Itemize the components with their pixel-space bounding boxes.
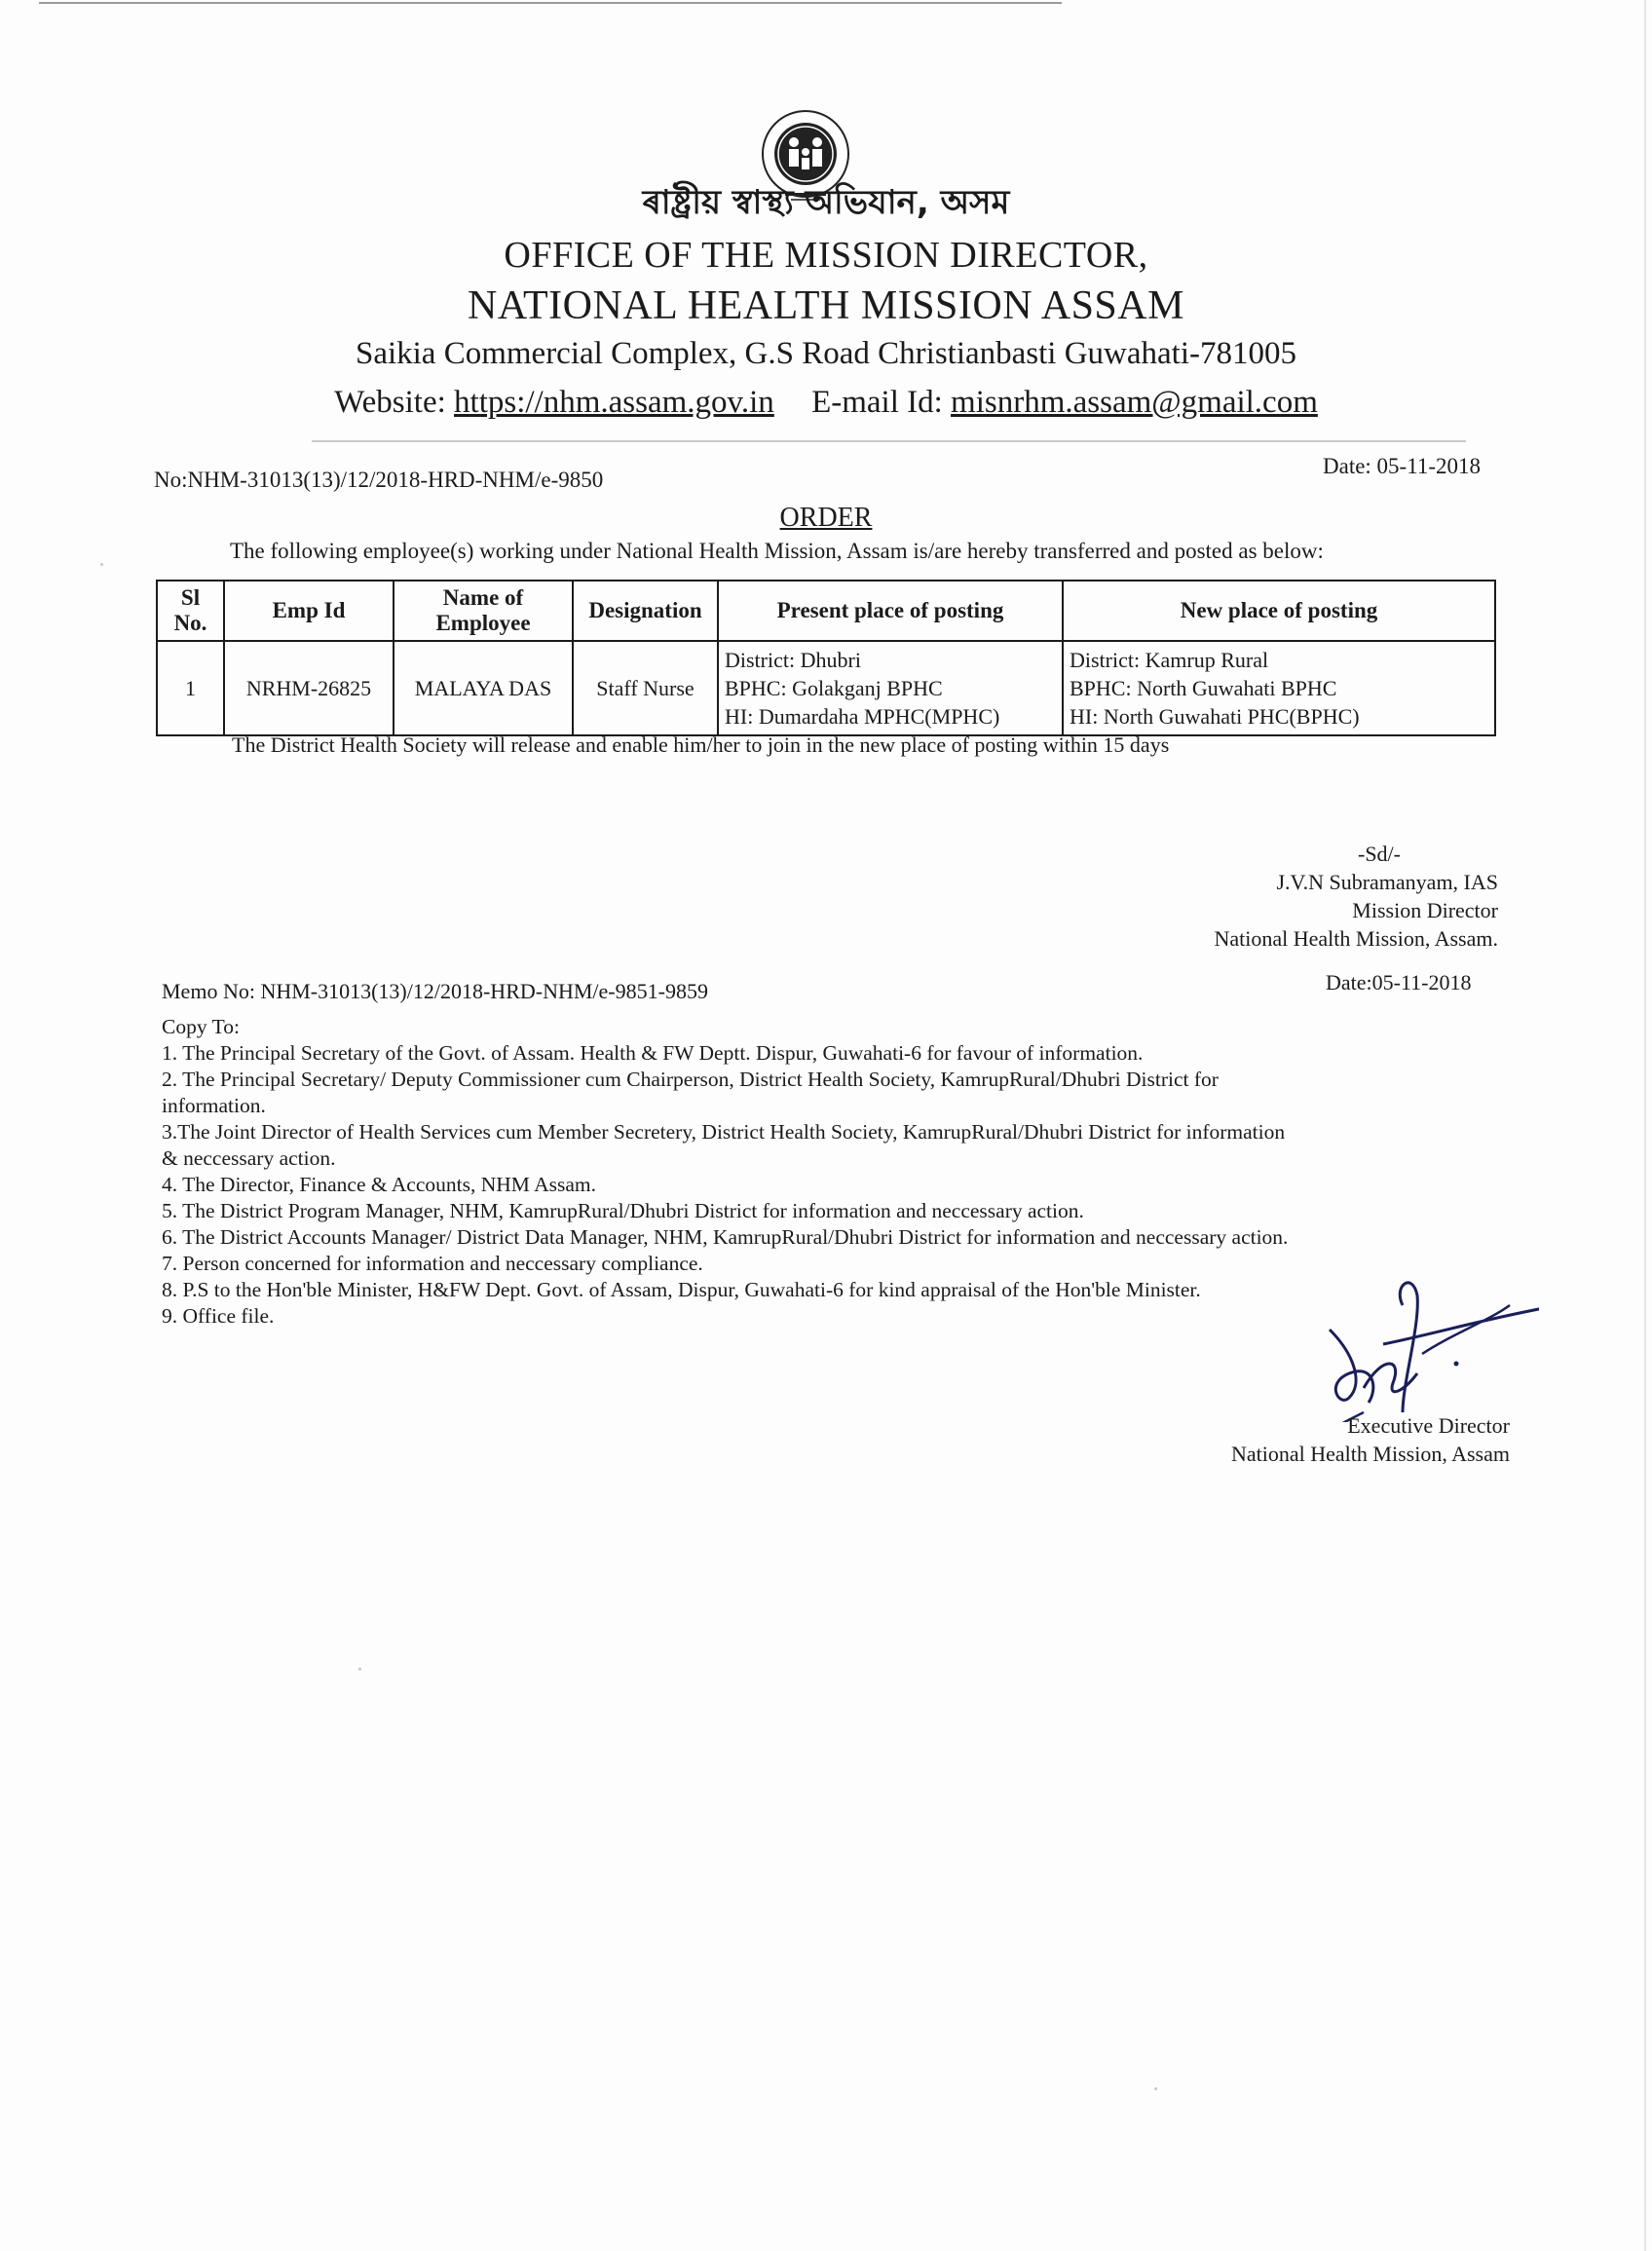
cell-emp-id: NRHM-26825 [224, 641, 394, 735]
email-label: E-mail Id: [811, 385, 943, 420]
scan-speck [100, 563, 103, 566]
copy-to-item: 8. P.S to the Hon'ble Minister, H&FW Dept. Govt. of Assam, Dispur, Guwahati-6 for kind appraisal of the Hon'ble Minister. [162, 1278, 1201, 1301]
present-bphc: BPHC: Golakganj BPHC [725, 676, 943, 700]
copy-to-item: 4. The Director, Finance & Accounts, NHM Assam. [162, 1173, 596, 1196]
order-intro: The following employee(s) working under National Health Mission, Assam is/are hereby transferred and posted as below: [230, 539, 1324, 563]
present-hi: HI: Dumardaha MPHC(MPHC) [725, 704, 1000, 729]
copy-to-item: 3.The Joint Director of Health Services cum Member Secretery, District Health Society, KamrupRural/Dhubri District for information [162, 1120, 1286, 1144]
copy-to-item: & neccessary action. [162, 1146, 336, 1170]
col-present-posting: Present place of posting [718, 581, 1063, 641]
signatory-name: J.V.N Subramanyam, IAS [1276, 870, 1498, 894]
mission-director-signature-block [1215, 840, 1498, 953]
copy-to-item: 2. The Principal Secretary/ Deputy Commissioner cum Chairperson, District Health Society, KamrupRural/Dhubri District for [162, 1068, 1219, 1091]
reference-date: Date: 05-11-2018 [1323, 454, 1482, 478]
col-new-posting: New place of posting [1063, 581, 1495, 641]
copy-to-item: information. [162, 1094, 266, 1117]
copy-to-item: 7. Person concerned for information and neccessary compliance. [162, 1252, 703, 1275]
office-address: Saikia Commercial Complex, G.S Road Christianbasti Guwahati-781005 [355, 336, 1297, 371]
header-divider [312, 440, 1466, 442]
scan-speck [1154, 2087, 1157, 2090]
release-note: The District Health Society will release and enable him/her to join in the new place of posting within 15 days [232, 732, 1170, 757]
order-title: ORDER [779, 503, 873, 533]
website-link[interactable]: https://nhm.assam.gov.in [454, 385, 774, 420]
cell-designation: Staff Nurse [573, 641, 718, 735]
col-sl-no: Sl No. [157, 581, 224, 641]
email-link[interactable]: misnrhm.assam@gmail.com [951, 385, 1318, 420]
copy-to-item: 6. The District Accounts Manager/ District Data Manager, NHM, KamrupRural/Dhubri District for information and neccessary action. [162, 1225, 1289, 1249]
new-hi: HI: North Guwahati PHC(BPHC) [1070, 704, 1360, 729]
reference-number: No:NHM-31013(13)/12/2018-HRD-NHM/e-9850 [154, 468, 604, 492]
handwritten-signature [1257, 1266, 1539, 1422]
col-emp-id: Emp Id [224, 581, 394, 641]
table-row [157, 641, 1495, 735]
executive-org: National Health Mission, Assam [1231, 1442, 1510, 1466]
executive-title: Executive Director [1347, 1413, 1510, 1438]
office-title-line2: NATIONAL HEALTH MISSION ASSAM [468, 283, 1184, 328]
scan-speck [358, 1668, 361, 1670]
cell-name: MALAYA DAS [394, 641, 573, 735]
sd-mark: -Sd/- [1358, 842, 1401, 866]
cell-sl: 1 [157, 641, 224, 735]
col-name: Name of Employee [394, 581, 573, 641]
office-title-line1: OFFICE OF THE MISSION DIRECTOR, [504, 235, 1148, 276]
bengali-title: ৰাষ্ট্ৰীয় স্বাস্থ্য অভিযান, অসম [642, 183, 1010, 222]
copy-to-label: Copy To: [162, 1015, 240, 1038]
website-label: Website: [334, 385, 446, 420]
copy-to-item: 9. Office file. [162, 1304, 275, 1328]
cell-present-posting [718, 641, 1063, 735]
signatory-org: National Health Mission, Assam. [1214, 926, 1498, 951]
contact-line [0, 385, 1652, 421]
copy-to-item: 1. The Principal Secretary of the Govt. of Assam. Health & FW Deptt. Dispur, Guwahati-6 for favour of information. [162, 1041, 1144, 1065]
scan-border-line [39, 2, 1062, 4]
table-header-row [157, 581, 1495, 641]
col-designation: Designation [573, 581, 718, 641]
cell-new-posting [1063, 641, 1495, 735]
memo-date: Date:05-11-2018 [1326, 970, 1472, 994]
transfer-table [156, 580, 1496, 736]
signatory-title: Mission Director [1352, 898, 1498, 922]
new-district: District: Kamrup Rural [1070, 648, 1269, 672]
present-district: District: Dhubri [725, 648, 861, 672]
new-bphc: BPHC: North Guwahati BPHC [1070, 676, 1337, 700]
copy-to-item: 5. The District Program Manager, NHM, KamrupRural/Dhubri District for information and neccessary action. [162, 1199, 1084, 1222]
executive-director-block [1231, 1411, 1510, 1468]
memo-number: Memo No: NHM-31013(13)/12/2018-HRD-NHM/e-9851-9859 [162, 979, 708, 1003]
